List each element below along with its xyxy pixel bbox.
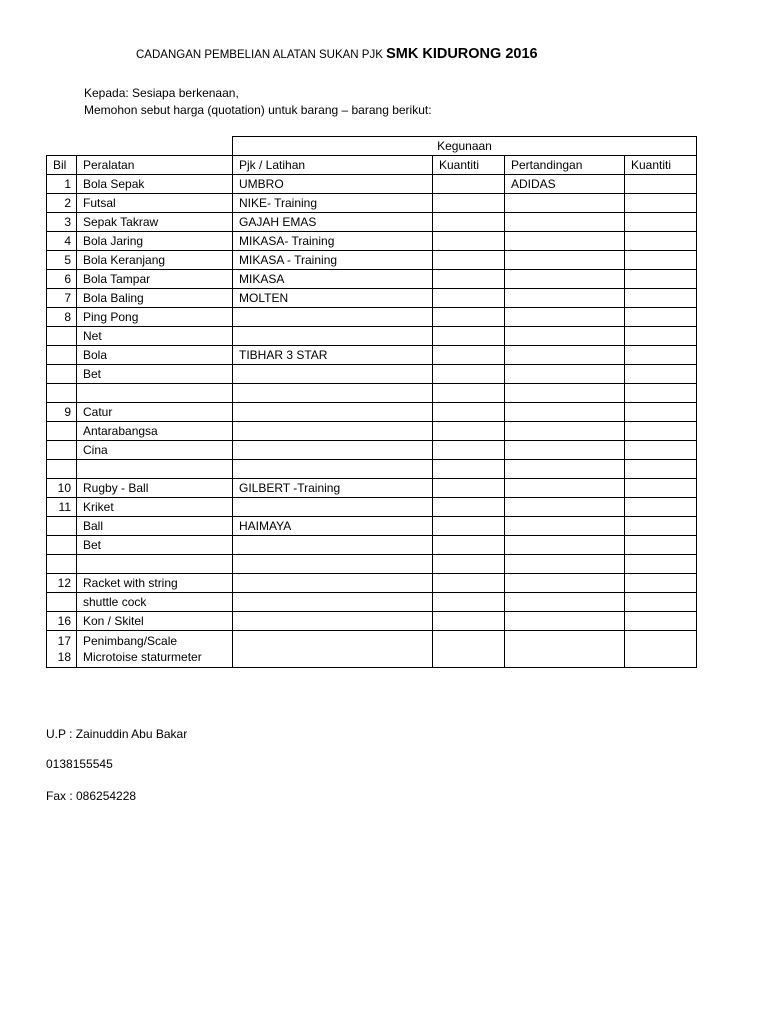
row-pertandingan bbox=[505, 232, 625, 251]
table-row bbox=[47, 612, 697, 631]
row-item bbox=[77, 555, 233, 574]
row-pertandingan bbox=[505, 631, 625, 668]
table-row bbox=[47, 517, 697, 536]
row-kuantiti-pertandingan bbox=[625, 403, 697, 422]
table-row bbox=[47, 270, 697, 289]
row-pertandingan bbox=[505, 194, 625, 213]
row-pjk: MIKASA bbox=[233, 270, 433, 289]
row-pertandingan bbox=[505, 384, 625, 403]
row-bil: 1 bbox=[47, 175, 77, 194]
row-pjk bbox=[233, 441, 433, 460]
row-bil: 3 bbox=[47, 213, 77, 232]
row-bil-17: 17 bbox=[57, 634, 71, 648]
table-row bbox=[47, 498, 697, 517]
row-kuantiti-pjk bbox=[433, 631, 505, 668]
table-row bbox=[47, 536, 697, 555]
table-row bbox=[47, 175, 697, 194]
contact-person: U.P : Zainuddin Abu Bakar bbox=[46, 727, 188, 741]
row-bil bbox=[47, 365, 77, 384]
row-bil bbox=[47, 536, 77, 555]
row-kuantiti-pertandingan bbox=[625, 517, 697, 536]
row-item: Rugby - Ball bbox=[77, 479, 233, 498]
row-kuantiti-pjk bbox=[433, 555, 505, 574]
row-kuantiti-pertandingan bbox=[625, 422, 697, 441]
row-kuantiti-pjk bbox=[433, 194, 505, 213]
row-bil-18: 18 bbox=[57, 650, 71, 664]
title-prefix: CADANGAN PEMBELIAN ALATAN SUKAN PJK bbox=[136, 49, 387, 61]
row-bil: 4 bbox=[47, 232, 77, 251]
row-pertandingan bbox=[505, 460, 625, 479]
row-kuantiti-pertandingan bbox=[625, 498, 697, 517]
row-kuantiti-pjk bbox=[433, 384, 505, 403]
table-row bbox=[47, 384, 697, 403]
intro-request: Memohon sebut harga (quotation) untuk barang – barang berikut: bbox=[84, 103, 432, 117]
row-item: Bola Sepak bbox=[77, 175, 233, 194]
kegunaan-header: Kegunaan bbox=[233, 137, 697, 156]
col-kuantiti-pjk: Kuantiti bbox=[433, 156, 505, 175]
row-pjk bbox=[233, 498, 433, 517]
row-pjk bbox=[233, 308, 433, 327]
row-pjk bbox=[233, 574, 433, 593]
row-bil: 16 bbox=[47, 612, 77, 631]
column-header-row bbox=[47, 156, 697, 175]
col-kuantiti-pertandingan: Kuantiti bbox=[625, 156, 697, 175]
row-bil bbox=[47, 384, 77, 403]
col-pertandingan: Pertandingan bbox=[505, 156, 625, 175]
row-kuantiti-pertandingan bbox=[625, 175, 697, 194]
row-item: Bet bbox=[77, 365, 233, 384]
row-kuantiti-pertandingan bbox=[625, 479, 697, 498]
table-row bbox=[47, 555, 697, 574]
row-kuantiti-pertandingan bbox=[625, 365, 697, 384]
row-pertandingan bbox=[505, 365, 625, 384]
row-pertandingan bbox=[505, 213, 625, 232]
row-kuantiti-pjk bbox=[433, 251, 505, 270]
row-item: Bola Tampar bbox=[77, 270, 233, 289]
row-bil: 2 bbox=[47, 194, 77, 213]
row-kuantiti-pertandingan bbox=[625, 270, 697, 289]
row-kuantiti-pjk bbox=[433, 308, 505, 327]
row-bil bbox=[47, 593, 77, 612]
row-bil: 6 bbox=[47, 270, 77, 289]
row-pertandingan: ADIDAS bbox=[505, 175, 625, 194]
row-kuantiti-pjk bbox=[433, 574, 505, 593]
row-kuantiti-pertandingan bbox=[625, 460, 697, 479]
row-pjk bbox=[233, 403, 433, 422]
row-bil: 5 bbox=[47, 251, 77, 270]
row-kuantiti-pjk bbox=[433, 536, 505, 555]
row-kuantiti-pjk bbox=[433, 403, 505, 422]
row-pjk: GILBERT -Training bbox=[233, 479, 433, 498]
row-kuantiti-pjk bbox=[433, 479, 505, 498]
row-item: Futsal bbox=[77, 194, 233, 213]
row-item: Bola bbox=[77, 346, 233, 365]
row-item: Bola Jaring bbox=[77, 232, 233, 251]
row-kuantiti-pertandingan bbox=[625, 384, 697, 403]
row-pjk: GAJAH EMAS bbox=[233, 213, 433, 232]
row-pertandingan bbox=[505, 498, 625, 517]
row-kuantiti-pjk bbox=[433, 441, 505, 460]
row-bil bbox=[47, 346, 77, 365]
row-item: Cina bbox=[77, 441, 233, 460]
row-bil: 8 bbox=[47, 308, 77, 327]
row-bil bbox=[47, 555, 77, 574]
row-pjk: HAIMAYA bbox=[233, 517, 433, 536]
table-row bbox=[47, 308, 697, 327]
row-pertandingan bbox=[505, 555, 625, 574]
row-item: Bola Baling bbox=[77, 289, 233, 308]
row-kuantiti-pertandingan bbox=[625, 232, 697, 251]
contact-phone: 0138155545 bbox=[46, 757, 113, 771]
row-bil bbox=[47, 631, 77, 668]
row-pjk: MOLTEN bbox=[233, 289, 433, 308]
row-pertandingan bbox=[505, 327, 625, 346]
table-row bbox=[47, 194, 697, 213]
row-kuantiti-pertandingan bbox=[625, 574, 697, 593]
table-row-combined bbox=[47, 631, 697, 668]
row-item bbox=[77, 460, 233, 479]
table-row bbox=[47, 232, 697, 251]
row-kuantiti-pertandingan bbox=[625, 346, 697, 365]
row-kuantiti-pjk bbox=[433, 327, 505, 346]
row-pjk: MIKASA - Training bbox=[233, 251, 433, 270]
col-bil: Bil bbox=[47, 156, 77, 175]
row-kuantiti-pjk bbox=[433, 422, 505, 441]
table-row bbox=[47, 479, 697, 498]
row-pjk bbox=[233, 536, 433, 555]
row-kuantiti-pjk bbox=[433, 346, 505, 365]
row-item: shuttle cock bbox=[77, 593, 233, 612]
row-item-microtoise: Microtoise staturmeter bbox=[83, 650, 202, 664]
row-pjk: NIKE- Training bbox=[233, 194, 433, 213]
row-bil: 11 bbox=[47, 498, 77, 517]
row-bil: 12 bbox=[47, 574, 77, 593]
row-kuantiti-pjk bbox=[433, 289, 505, 308]
col-peralatan: Peralatan bbox=[77, 156, 233, 175]
row-pertandingan bbox=[505, 593, 625, 612]
row-kuantiti-pertandingan bbox=[625, 536, 697, 555]
row-item: Antarabangsa bbox=[77, 422, 233, 441]
row-item: Ball bbox=[77, 517, 233, 536]
row-bil: 7 bbox=[47, 289, 77, 308]
row-kuantiti-pjk bbox=[433, 365, 505, 384]
row-item: Sepak Takraw bbox=[77, 213, 233, 232]
row-pjk bbox=[233, 612, 433, 631]
row-pertandingan bbox=[505, 574, 625, 593]
row-kuantiti-pjk bbox=[433, 498, 505, 517]
table-row bbox=[47, 403, 697, 422]
row-pjk bbox=[233, 365, 433, 384]
row-kuantiti-pertandingan bbox=[625, 612, 697, 631]
row-bil bbox=[47, 517, 77, 536]
row-bil bbox=[47, 327, 77, 346]
row-kuantiti-pjk bbox=[433, 175, 505, 194]
row-kuantiti-pertandingan bbox=[625, 308, 697, 327]
row-kuantiti-pertandingan bbox=[625, 327, 697, 346]
row-kuantiti-pjk bbox=[433, 460, 505, 479]
table-row bbox=[47, 327, 697, 346]
row-bil: 9 bbox=[47, 403, 77, 422]
row-kuantiti-pertandingan bbox=[625, 251, 697, 270]
table-row bbox=[47, 289, 697, 308]
table-row bbox=[47, 346, 697, 365]
table-row bbox=[47, 460, 697, 479]
row-item-scale: Penimbang/Scale bbox=[83, 634, 178, 648]
row-kuantiti-pertandingan bbox=[625, 213, 697, 232]
row-item: Ping Pong bbox=[77, 308, 233, 327]
row-kuantiti-pjk bbox=[433, 270, 505, 289]
row-kuantiti-pertandingan bbox=[625, 631, 697, 668]
row-pjk bbox=[233, 631, 433, 668]
row-pertandingan bbox=[505, 422, 625, 441]
table-row bbox=[47, 422, 697, 441]
row-kuantiti-pertandingan bbox=[625, 593, 697, 612]
row-kuantiti-pjk bbox=[433, 593, 505, 612]
row-bil: 10 bbox=[47, 479, 77, 498]
row-item bbox=[77, 384, 233, 403]
table-row bbox=[47, 574, 697, 593]
row-pertandingan bbox=[505, 536, 625, 555]
row-item: Kriket bbox=[77, 498, 233, 517]
row-pertandingan bbox=[505, 403, 625, 422]
row-pjk: MIKASA- Training bbox=[233, 232, 433, 251]
row-pjk bbox=[233, 327, 433, 346]
row-kuantiti-pertandingan bbox=[625, 555, 697, 574]
row-pertandingan bbox=[505, 612, 625, 631]
row-pjk: UMBRO bbox=[233, 175, 433, 194]
row-pjk: TIBHAR 3 STAR bbox=[233, 346, 433, 365]
row-pertandingan bbox=[505, 517, 625, 536]
group-header-row bbox=[47, 137, 697, 156]
row-item: Net bbox=[77, 327, 233, 346]
row-bil bbox=[47, 460, 77, 479]
row-pertandingan bbox=[505, 289, 625, 308]
row-kuantiti-pertandingan bbox=[625, 194, 697, 213]
row-kuantiti-pjk bbox=[433, 612, 505, 631]
row-kuantiti-pjk bbox=[433, 232, 505, 251]
col-pjk: Pjk / Latihan bbox=[233, 156, 433, 175]
row-bil bbox=[47, 441, 77, 460]
document-title bbox=[136, 46, 538, 62]
row-item: Bet bbox=[77, 536, 233, 555]
row-kuantiti-pjk bbox=[433, 213, 505, 232]
row-item: Racket with string bbox=[77, 574, 233, 593]
row-item bbox=[77, 631, 233, 668]
row-item: Catur bbox=[77, 403, 233, 422]
table-row bbox=[47, 251, 697, 270]
row-item: Bola Keranjang bbox=[77, 251, 233, 270]
row-pertandingan bbox=[505, 270, 625, 289]
row-pjk bbox=[233, 555, 433, 574]
row-pjk bbox=[233, 593, 433, 612]
row-kuantiti-pjk bbox=[433, 517, 505, 536]
row-pertandingan bbox=[505, 251, 625, 270]
row-bil bbox=[47, 422, 77, 441]
row-kuantiti-pertandingan bbox=[625, 441, 697, 460]
row-pertandingan bbox=[505, 308, 625, 327]
table-row bbox=[47, 213, 697, 232]
row-pertandingan bbox=[505, 346, 625, 365]
intro-recipient: Kepada: Sesiapa berkenaan, bbox=[84, 86, 239, 100]
table-body bbox=[47, 175, 697, 668]
table-row bbox=[47, 593, 697, 612]
row-item: Kon / Skitel bbox=[77, 612, 233, 631]
contact-fax: Fax : 086254228 bbox=[46, 789, 137, 803]
row-pertandingan bbox=[505, 479, 625, 498]
table-row bbox=[47, 365, 697, 384]
row-pjk bbox=[233, 384, 433, 403]
row-pertandingan bbox=[505, 441, 625, 460]
equipment-table bbox=[46, 136, 697, 668]
table-row bbox=[47, 441, 697, 460]
row-pjk bbox=[233, 422, 433, 441]
row-pjk bbox=[233, 460, 433, 479]
title-school: SMK KIDURONG 2016 bbox=[386, 46, 538, 62]
row-kuantiti-pertandingan bbox=[625, 289, 697, 308]
